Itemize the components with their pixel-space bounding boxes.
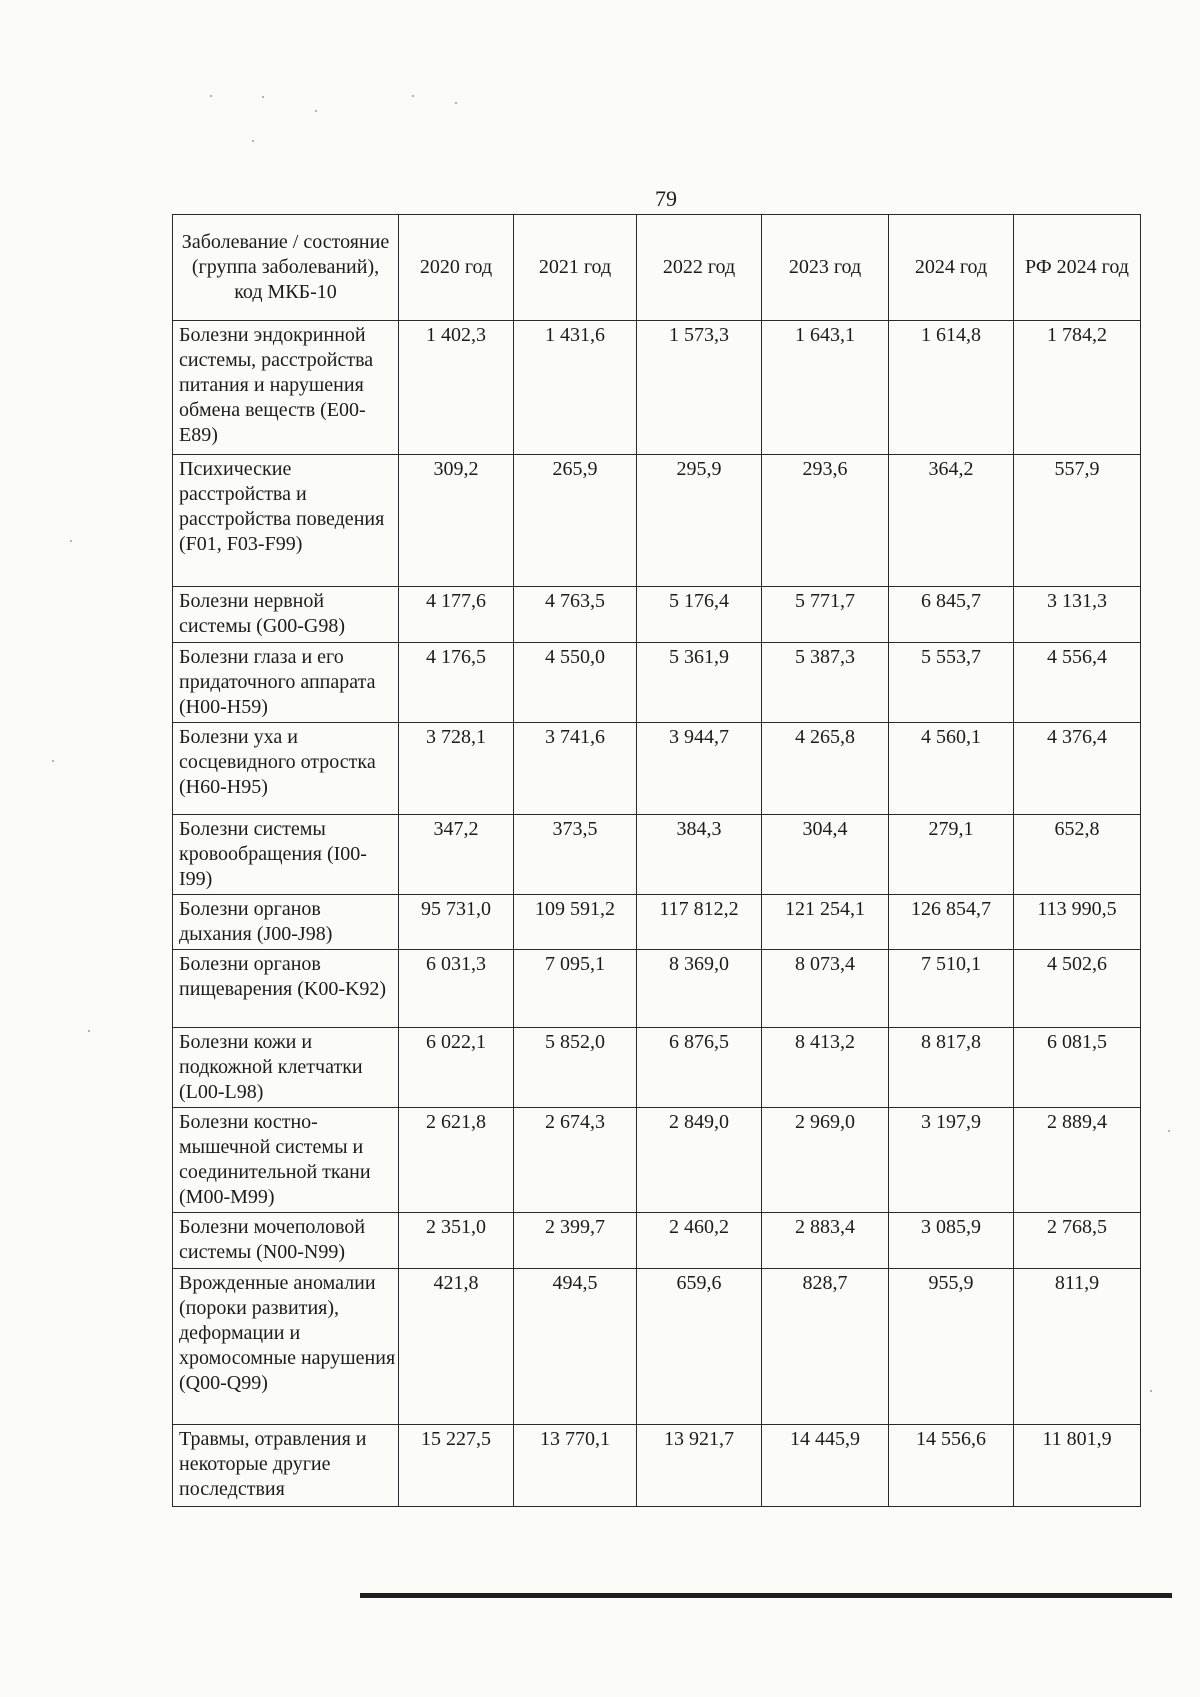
scan-speck xyxy=(455,102,457,104)
scan-speck xyxy=(315,110,317,112)
cell-2020: 347,2 xyxy=(399,815,514,895)
cell-2024: 126 854,7 xyxy=(889,895,1014,950)
cell-rf-2024: 6 081,5 xyxy=(1014,1028,1141,1108)
cell-2022: 1 573,3 xyxy=(637,321,762,455)
table-row xyxy=(173,1425,1141,1507)
row-disease-name: Врожденные аномалии (пороки развития), деформации и хромосомные нарушения (Q00-Q99) xyxy=(173,1269,399,1425)
cell-2023: 121 254,1 xyxy=(762,895,889,950)
cell-2024: 7 510,1 xyxy=(889,950,1014,1028)
cell-2024: 1 614,8 xyxy=(889,321,1014,455)
cell-2021: 7 095,1 xyxy=(514,950,637,1028)
cell-2023: 8 413,2 xyxy=(762,1028,889,1108)
cell-2023: 2 883,4 xyxy=(762,1213,889,1269)
cell-2021: 5 852,0 xyxy=(514,1028,637,1108)
header-rf-2024: РФ 2024 год xyxy=(1014,215,1141,321)
cell-2023: 1 643,1 xyxy=(762,321,889,455)
cell-2020: 95 731,0 xyxy=(399,895,514,950)
cell-rf-2024: 557,9 xyxy=(1014,455,1141,587)
row-disease-name: Болезни системы кровообращения (I00-I99) xyxy=(173,815,399,895)
table-row xyxy=(173,455,1141,587)
table-row xyxy=(173,1269,1141,1425)
row-disease-name: Болезни мочеполовой системы (N00-N99) xyxy=(173,1213,399,1269)
table-row xyxy=(173,321,1141,455)
row-disease-name: Психические расстройства и расстройства поведения (F01, F03-F99) xyxy=(173,455,399,587)
row-disease-name: Травмы, отравления и некоторые другие последствия xyxy=(173,1425,399,1507)
table-row xyxy=(173,1108,1141,1213)
cell-2022: 13 921,7 xyxy=(637,1425,762,1507)
cell-2022: 117 812,2 xyxy=(637,895,762,950)
cell-2020: 1 402,3 xyxy=(399,321,514,455)
cell-2021: 494,5 xyxy=(514,1269,637,1425)
header-2024: 2024 год xyxy=(889,215,1014,321)
table-row xyxy=(173,815,1141,895)
scan-speck xyxy=(1168,1130,1170,1132)
cell-rf-2024: 2 889,4 xyxy=(1014,1108,1141,1213)
cell-2020: 4 177,6 xyxy=(399,587,514,643)
scan-speck xyxy=(52,760,54,762)
cell-2020: 3 728,1 xyxy=(399,723,514,815)
table-row xyxy=(173,587,1141,643)
cell-2024: 4 560,1 xyxy=(889,723,1014,815)
cell-2021: 2 674,3 xyxy=(514,1108,637,1213)
cell-2024: 5 553,7 xyxy=(889,643,1014,723)
cell-rf-2024: 113 990,5 xyxy=(1014,895,1141,950)
row-disease-name: Болезни кожи и подкожной клетчатки (L00-L98) xyxy=(173,1028,399,1108)
cell-2020: 6 022,1 xyxy=(399,1028,514,1108)
cell-2021: 265,9 xyxy=(514,455,637,587)
cell-2022: 295,9 xyxy=(637,455,762,587)
row-disease-name: Болезни эндокринной системы, расстройства питания и нарушения обмена веществ (E00-E89) xyxy=(173,321,399,455)
table-row xyxy=(173,1213,1141,1269)
morbidity-table xyxy=(172,214,1141,1507)
cell-2020: 2 351,0 xyxy=(399,1213,514,1269)
cell-rf-2024: 4 376,4 xyxy=(1014,723,1141,815)
cell-2023: 4 265,8 xyxy=(762,723,889,815)
cell-2021: 4 763,5 xyxy=(514,587,637,643)
cell-2023: 304,4 xyxy=(762,815,889,895)
cell-2020: 2 621,8 xyxy=(399,1108,514,1213)
cell-2022: 6 876,5 xyxy=(637,1028,762,1108)
cell-2020: 309,2 xyxy=(399,455,514,587)
cell-2021: 1 431,6 xyxy=(514,321,637,455)
cell-2022: 5 176,4 xyxy=(637,587,762,643)
table-row xyxy=(173,643,1141,723)
row-disease-name: Болезни глаза и его придаточного аппарата (H00-H59) xyxy=(173,643,399,723)
row-disease-name: Болезни нервной системы (G00-G98) xyxy=(173,587,399,643)
cell-2020: 421,8 xyxy=(399,1269,514,1425)
cell-2022: 659,6 xyxy=(637,1269,762,1425)
cell-rf-2024: 4 556,4 xyxy=(1014,643,1141,723)
cell-2022: 3 944,7 xyxy=(637,723,762,815)
cell-2023: 5 387,3 xyxy=(762,643,889,723)
cell-rf-2024: 11 801,9 xyxy=(1014,1425,1141,1507)
cell-2023: 828,7 xyxy=(762,1269,889,1425)
cell-rf-2024: 652,8 xyxy=(1014,815,1141,895)
cell-2021: 373,5 xyxy=(514,815,637,895)
row-disease-name: Болезни уха и сосцевидного отростка (H60-H95) xyxy=(173,723,399,815)
cell-2022: 384,3 xyxy=(637,815,762,895)
table-row xyxy=(173,1028,1141,1108)
header-2022: 2022 год xyxy=(637,215,762,321)
cell-rf-2024: 2 768,5 xyxy=(1014,1213,1141,1269)
cell-2021: 4 550,0 xyxy=(514,643,637,723)
cell-2023: 293,6 xyxy=(762,455,889,587)
cell-2024: 8 817,8 xyxy=(889,1028,1014,1108)
scan-speck xyxy=(412,95,414,97)
cell-2020: 4 176,5 xyxy=(399,643,514,723)
cell-rf-2024: 4 502,6 xyxy=(1014,950,1141,1028)
cell-rf-2024: 1 784,2 xyxy=(1014,321,1141,455)
bottom-rule xyxy=(360,1593,1172,1598)
cell-2022: 2 849,0 xyxy=(637,1108,762,1213)
header-row xyxy=(173,215,1141,321)
cell-2020: 15 227,5 xyxy=(399,1425,514,1507)
header-2020: 2020 год xyxy=(399,215,514,321)
header-2023: 2023 год xyxy=(762,215,889,321)
cell-2024: 6 845,7 xyxy=(889,587,1014,643)
cell-2023: 5 771,7 xyxy=(762,587,889,643)
header-2021: 2021 год xyxy=(514,215,637,321)
cell-2022: 8 369,0 xyxy=(637,950,762,1028)
cell-2021: 13 770,1 xyxy=(514,1425,637,1507)
cell-2023: 14 445,9 xyxy=(762,1425,889,1507)
table-row xyxy=(173,895,1141,950)
cell-2024: 279,1 xyxy=(889,815,1014,895)
scan-speck xyxy=(1150,1390,1152,1392)
row-disease-name: Болезни органов дыхания (J00-J98) xyxy=(173,895,399,950)
header-disease: Заболевание / состояние (группа заболеваний), код МКБ-10 xyxy=(173,215,399,321)
cell-2020: 6 031,3 xyxy=(399,950,514,1028)
cell-rf-2024: 811,9 xyxy=(1014,1269,1141,1425)
cell-2024: 14 556,6 xyxy=(889,1425,1014,1507)
table-row xyxy=(173,950,1141,1028)
page-number: 79 xyxy=(655,186,677,211)
cell-2022: 5 361,9 xyxy=(637,643,762,723)
cell-2024: 3 085,9 xyxy=(889,1213,1014,1269)
row-disease-name: Болезни костно-мышечной системы и соединительной ткани (M00-M99) xyxy=(173,1108,399,1213)
cell-2021: 2 399,7 xyxy=(514,1213,637,1269)
row-disease-name: Болезни органов пищеварения (K00-K92) xyxy=(173,950,399,1028)
table-row xyxy=(173,723,1141,815)
cell-2021: 3 741,6 xyxy=(514,723,637,815)
cell-2023: 2 969,0 xyxy=(762,1108,889,1213)
scan-speck xyxy=(252,140,254,142)
scan-speck xyxy=(70,540,72,542)
cell-rf-2024: 3 131,3 xyxy=(1014,587,1141,643)
cell-2024: 364,2 xyxy=(889,455,1014,587)
cell-2021: 109 591,2 xyxy=(514,895,637,950)
cell-2022: 2 460,2 xyxy=(637,1213,762,1269)
scan-speck xyxy=(262,96,264,98)
cell-2024: 3 197,9 xyxy=(889,1108,1014,1213)
scan-speck xyxy=(210,95,212,97)
cell-2024: 955,9 xyxy=(889,1269,1014,1425)
scan-speck xyxy=(88,1030,90,1032)
cell-2023: 8 073,4 xyxy=(762,950,889,1028)
